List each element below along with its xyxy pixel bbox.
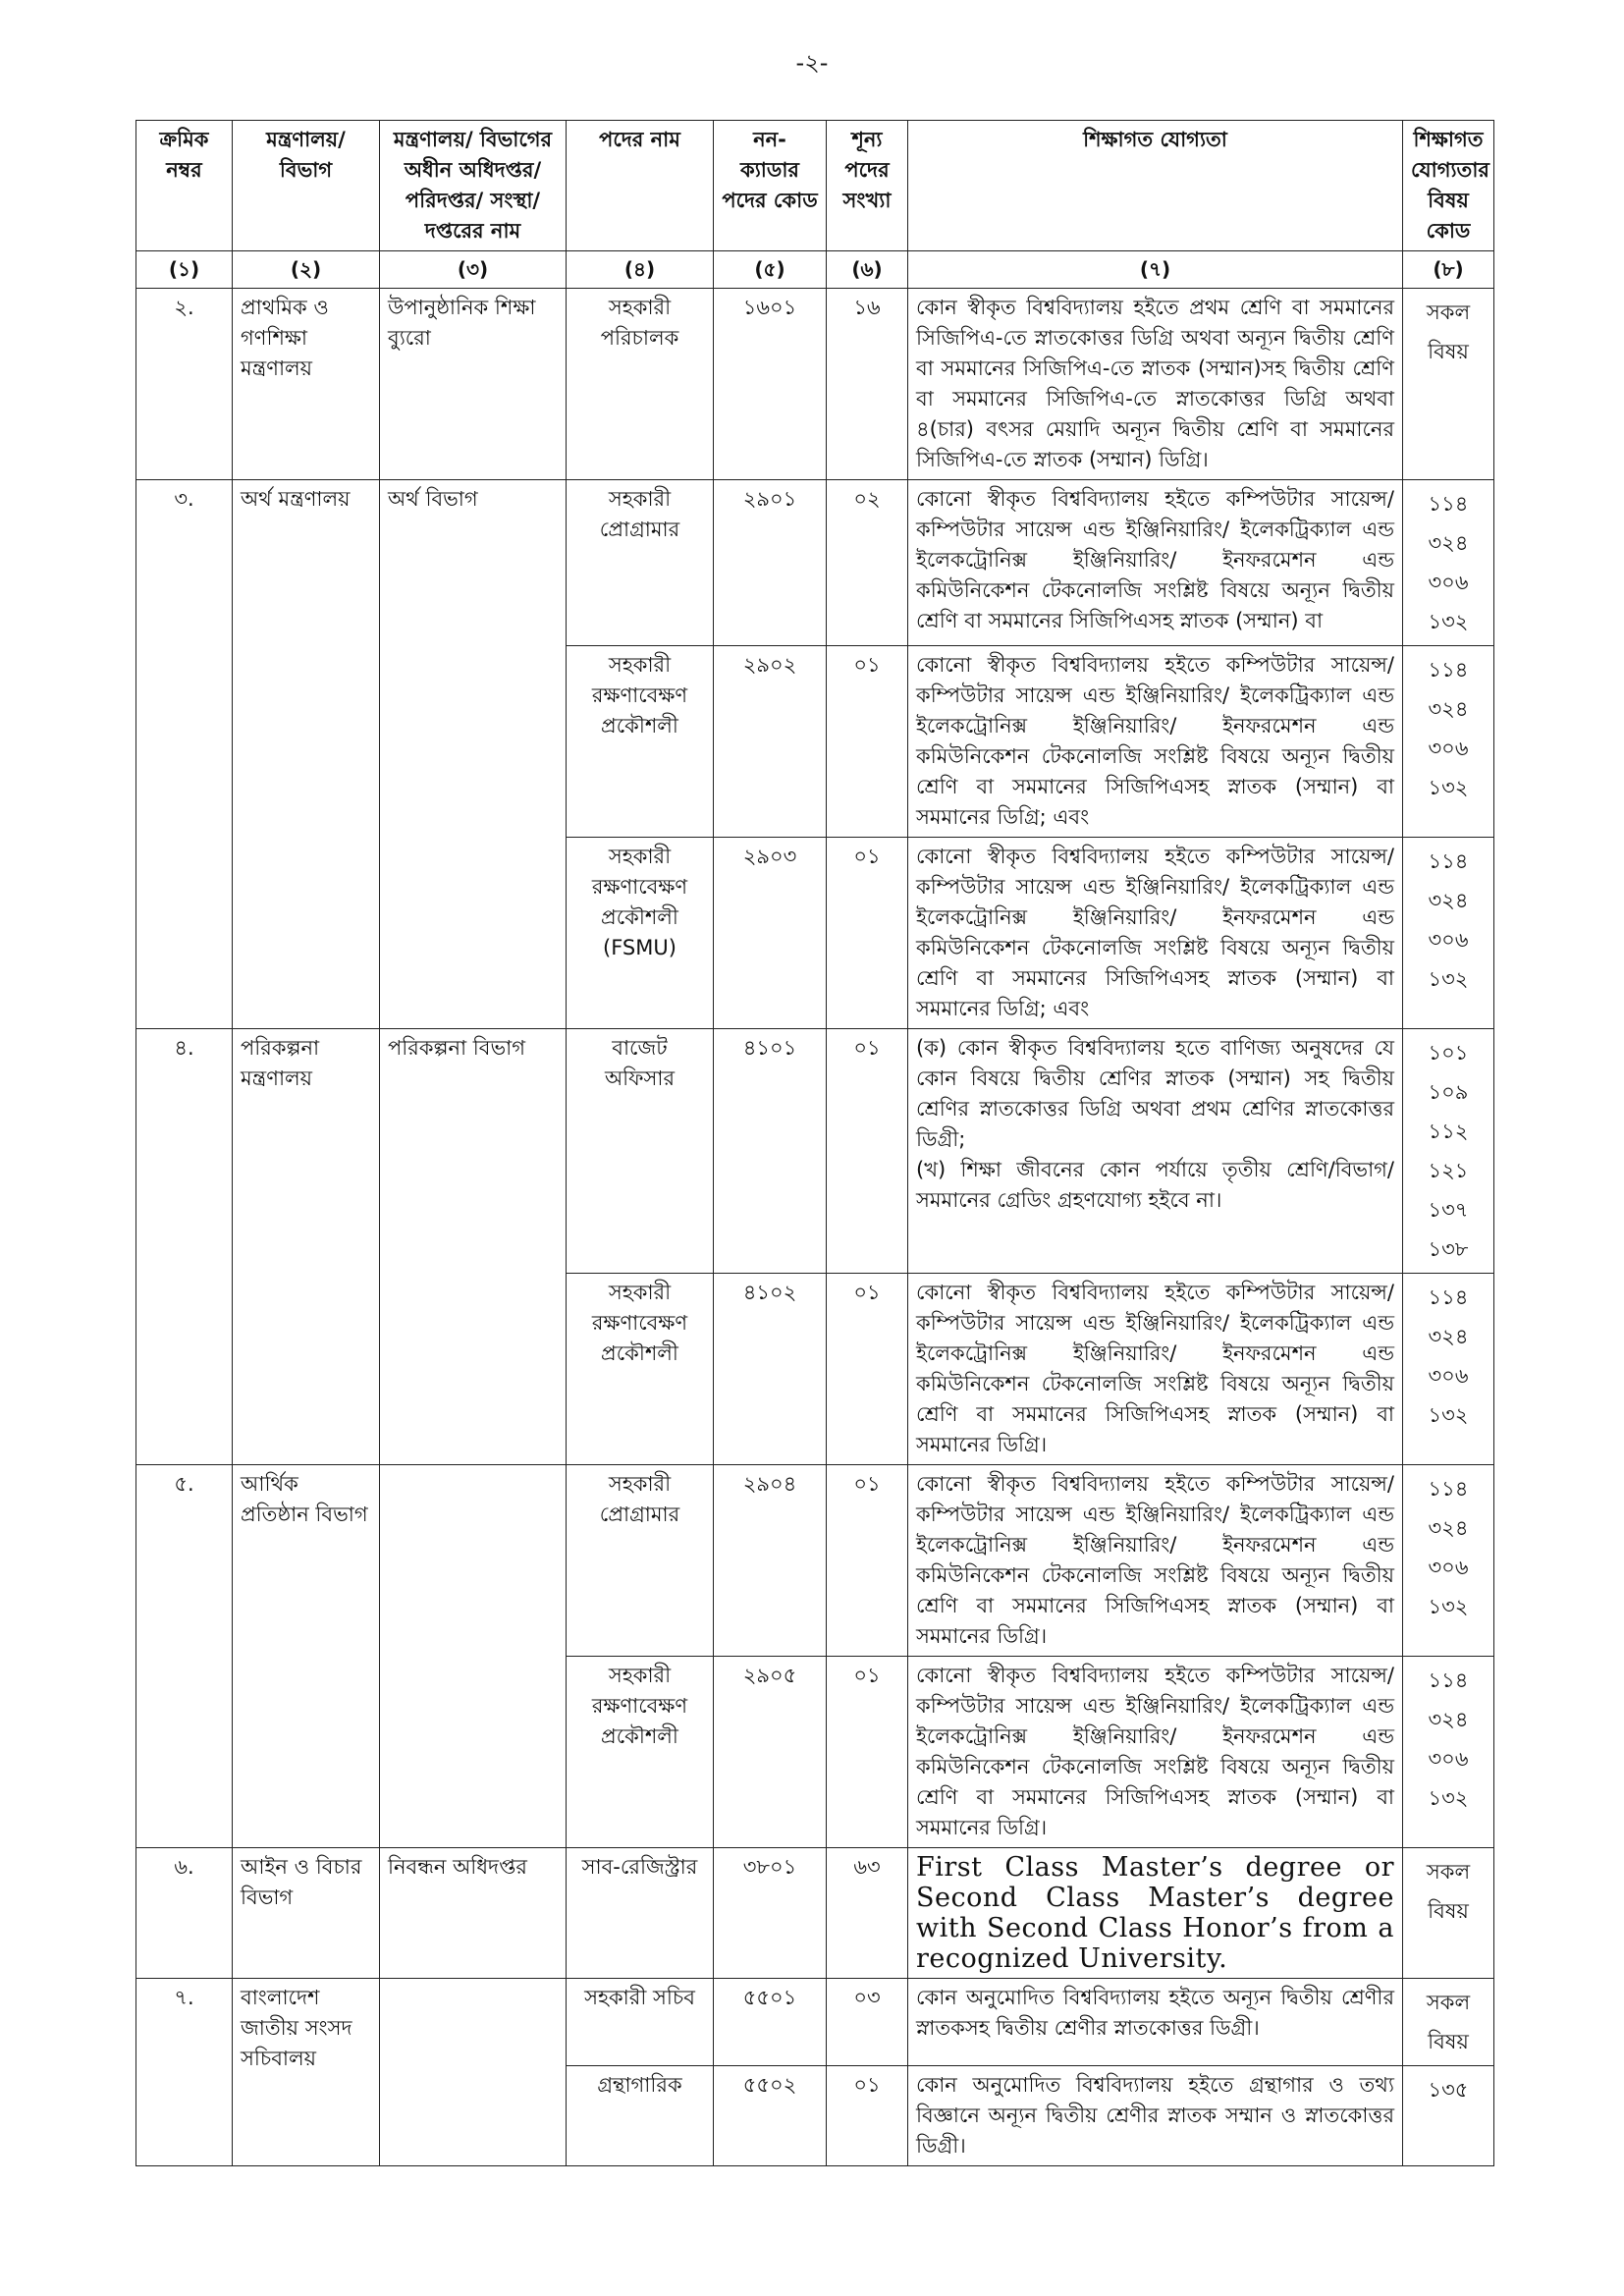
column-number: (৬) — [827, 251, 908, 289]
table-row — [136, 1029, 1494, 1274]
subject-code: ১৩২ — [1428, 1595, 1469, 1618]
subject-code: সকল — [1426, 301, 1471, 324]
code-cell: ২৯০৪ — [714, 1465, 827, 1657]
post-cell: সহকারী সচিব — [567, 1979, 714, 2066]
code-cell: ২৯০২ — [714, 646, 827, 838]
subject-code-cell — [1403, 1657, 1494, 1848]
qualification-cell — [908, 1029, 1403, 1274]
header-code: নন- ক্যাডার পদের কোড — [714, 121, 827, 251]
subject-code: ১৩২ — [1428, 776, 1469, 799]
code-cell: ৩৮০১ — [714, 1848, 827, 1979]
post-cell: সহকারী প্রোগ্রামার — [567, 480, 714, 646]
column-number: (১) — [136, 251, 233, 289]
subject-code: ৩০৬ — [1428, 1364, 1469, 1388]
subject-code-cell — [1403, 480, 1494, 646]
page-number: -২- — [795, 49, 829, 77]
subject-code: ১৩২ — [1428, 967, 1469, 991]
subject-code: ১১৪ — [1428, 492, 1469, 516]
subject-code-cell — [1403, 1465, 1494, 1657]
vacancy-cell: ১৬ — [827, 289, 908, 480]
code-cell: ৪১০২ — [714, 1274, 827, 1465]
column-number: (৭) — [908, 251, 1403, 289]
post-cell: সহকারী রক্ষণাবেক্ষণ প্রকৌশলী — [567, 646, 714, 838]
subject-code: ৩২৪ — [1428, 1708, 1469, 1731]
post-cell: সাব-রেজিস্ট্রার — [567, 1848, 714, 1979]
table-row — [136, 1848, 1494, 1979]
header-ministry: মন্ত্রণালয়/ বিভাগ — [233, 121, 380, 251]
serial-cell: ৪. — [136, 1029, 233, 1465]
post-cell: সহকারী রক্ষণাবেক্ষণ প্রকৌশলী (FSMU) — [567, 838, 714, 1029]
header-qualification: শিক্ষাগত যোগ্যতা — [908, 121, 1403, 251]
code-cell: ২৯০৩ — [714, 838, 827, 1029]
qualification-cell: কোনো স্বীকৃত বিশ্ববিদ্যালয় হইতে কম্পিউটার সায়েন্স/ কম্পিউটার সায়েন্স এন্ড ইঞ্জিনিয়ারিং/ ইলেকট্রিক্যাল এন্ড ইলেকট্রোনিক্স ইঞ্জিনিয়ারিং/ ইনফরমেশন এন্ড কমিউনিকেশন টেকনোলজি সংশ্লিষ্ট বিষয়ে অন্যূন দ্বিতীয় শ্রেণি বা সমমানের সিজিপিএসহ স্নাতক (সম্মান) বা — [908, 480, 1403, 646]
column-number: (৫) — [714, 251, 827, 289]
subject-code: বিষয় — [1428, 340, 1469, 363]
subject-code: ১১২ — [1428, 1120, 1469, 1143]
vacancy-table-container — [135, 120, 1493, 2166]
table-row — [136, 1979, 1494, 2066]
post-cell: সহকারী রক্ষণাবেক্ষণ প্রকৌশলী — [567, 1657, 714, 1848]
subject-code-cell — [1403, 1274, 1494, 1465]
post-cell: বাজেট অফিসার — [567, 1029, 714, 1274]
qualification-cell: First Class Master’s degree or Second Class Master’s degree with Second Class Honor’s from a recognized University. — [908, 1848, 1403, 1979]
ministry-cell: বাংলাদেশ জাতীয় সংসদ সচিবালয় — [233, 1979, 380, 2166]
qualification-cell: কোন স্বীকৃত বিশ্ববিদ্যালয় হইতে প্রথম শ্রেণি বা সমমানের সিজিপিএ-তে স্নাতকোত্তর ডিগ্রি অথবা অন্যূন দ্বিতীয় শ্রেণি বা সমমানের সিজিপিএ-তে স্নাতক (সম্মান)সহ দ্বিতীয় শ্রেণি বা সমমানের সিজিপিএ-তে স্নাতকোত্তর ডিগ্রি অথবা ৪(চার) বৎসর মেয়াদি অন্যূন দ্বিতীয় শ্রেণি বা সমমানের সিজিপিএ-তে স্নাতক (সম্মান) ডিগ্রি। — [908, 289, 1403, 480]
code-cell: ২৯০১ — [714, 480, 827, 646]
qualification-cell: কোনো স্বীকৃত বিশ্ববিদ্যালয় হইতে কম্পিউটার সায়েন্স/ কম্পিউটার সায়েন্স এন্ড ইঞ্জিনিয়ারিং/ ইলেকট্রিক্যাল এন্ড ইলেকট্রোনিক্স ইঞ্জিনিয়ারিং/ ইনফরমেশন এন্ড কমিউনিকেশন টেকনোলজি সংশ্লিষ্ট বিষয়ে অন্যূন দ্বিতীয় শ্রেণি বা সমমানের সিজিপিএসহ স্নাতক (সম্মান) বা সমমানের ডিগ্রি। — [908, 1657, 1403, 1848]
column-number: (৮) — [1403, 251, 1494, 289]
header-serial: ক্রমিক নম্বর — [136, 121, 233, 251]
column-number-row — [136, 251, 1494, 289]
ministry-cell: অর্থ মন্ত্রণালয় — [233, 480, 380, 1029]
subject-code: ১০৯ — [1428, 1080, 1469, 1104]
column-number: (৩) — [380, 251, 567, 289]
subject-code: ১৩৭ — [1428, 1198, 1469, 1222]
code-cell: ৫৫০২ — [714, 2066, 827, 2166]
qualification-cell: কোনো স্বীকৃত বিশ্ববিদ্যালয় হইতে কম্পিউটার সায়েন্স/ কম্পিউটার সায়েন্স এন্ড ইঞ্জিনিয়ারিং/ ইলেকট্রিক্যাল এন্ড ইলেকট্রোনিক্স ইঞ্জিনিয়ারিং/ ইনফরমেশন এন্ড কমিউনিকেশন টেকনোলজি সংশ্লিষ্ট বিষয়ে অন্যূন দ্বিতীয় শ্রেণি বা সমমানের সিজিপিএসহ স্নাতক (সম্মান) বা সমমানের ডিগ্রি; এবং — [908, 838, 1403, 1029]
subject-code-cell — [1403, 646, 1494, 838]
table-row — [136, 1465, 1494, 1657]
column-number: (২) — [233, 251, 380, 289]
post-cell: গ্রন্থাগারিক — [567, 2066, 714, 2166]
subject-code: ৩০৬ — [1428, 737, 1469, 760]
ministry-cell: আর্থিক প্রতিষ্ঠান বিভাগ — [233, 1465, 380, 1848]
post-cell: সহকারী রক্ষণাবেক্ষণ প্রকৌশলী — [567, 1274, 714, 1465]
code-cell: ৪১০১ — [714, 1029, 827, 1274]
vacancy-cell: ০২ — [827, 480, 908, 646]
subject-code: ১১৪ — [1428, 1285, 1469, 1309]
vacancy-cell: ০১ — [827, 1465, 908, 1657]
serial-cell: ৬. — [136, 1848, 233, 1979]
header-post: পদের নাম — [567, 121, 714, 251]
code-cell: ২৯০৫ — [714, 1657, 827, 1848]
vacancy-table — [135, 120, 1494, 2166]
qualification-cell: কোন অনুমোদিত বিশ্ববিদ্যালয় হইতে অন্যূন দ্বিতীয় শ্রেণীর স্নাতকসহ দ্বিতীয় শ্রেণীর স্নাতকোত্তর ডিগ্রী। — [908, 1979, 1403, 2066]
subject-code-cell — [1403, 1979, 1494, 2066]
subject-code: ৩২৪ — [1428, 1516, 1469, 1540]
vacancy-cell: ০১ — [827, 1274, 908, 1465]
serial-cell: ৩. — [136, 480, 233, 1029]
header-vacancy: শূন্য পদের সংখ্যা — [827, 121, 908, 251]
office-cell: উপানুষ্ঠানিক শিক্ষা ব্যুরো — [380, 289, 567, 480]
serial-cell: ৭. — [136, 1979, 233, 2166]
subject-code: ১২১ — [1428, 1159, 1469, 1182]
vacancy-cell: ০১ — [827, 646, 908, 838]
subject-code: ১৩২ — [1428, 1786, 1469, 1810]
code-cell: ১৬০১ — [714, 289, 827, 480]
office-cell: অর্থ বিভাগ — [380, 480, 567, 1029]
table-row — [136, 480, 1494, 646]
subject-code: ৩২৪ — [1428, 889, 1469, 912]
subject-code: সকল — [1426, 1860, 1471, 1884]
vacancy-cell: ০১ — [827, 1029, 908, 1274]
vacancy-cell: ০১ — [827, 1657, 908, 1848]
subject-code: ৩০৬ — [1428, 1556, 1469, 1579]
qualification-cell: কোনো স্বীকৃত বিশ্ববিদ্যালয় হইতে কম্পিউটার সায়েন্স/ কম্পিউটার সায়েন্স এন্ড ইঞ্জিনিয়ারিং/ ইলেকট্রিক্যাল এন্ড ইলেকট্রোনিক্স ইঞ্জিনিয়ারিং/ ইনফরমেশন এন্ড কমিউনিকেশন টেকনোলজি সংশ্লিষ্ট বিষয়ে অন্যূন দ্বিতীয় শ্রেণি বা সমমানের সিজিপিএসহ স্নাতক (সম্মান) বা সমমানের ডিগ্রি; এবং — [908, 646, 1403, 838]
subject-code: ১১৪ — [1428, 849, 1469, 873]
subject-code: বিষয় — [1428, 1899, 1469, 1923]
subject-code-cell — [1403, 289, 1494, 480]
header-subject-code: শিক্ষাগত যোগ্যতার বিষয় কোড — [1403, 121, 1494, 251]
column-number: (৪) — [567, 251, 714, 289]
subject-code: ১৩২ — [1428, 1403, 1469, 1427]
subject-code: ৩২৪ — [1428, 697, 1469, 721]
subject-code: ১১৪ — [1428, 658, 1469, 682]
ministry-cell: আইন ও বিচার বিভাগ — [233, 1848, 380, 1979]
subject-code: সকল — [1426, 1991, 1471, 2014]
office-cell: নিবন্ধন অধিদপ্তর — [380, 1848, 567, 1979]
vacancy-cell: ০১ — [827, 2066, 908, 2166]
subject-code: ৩০৬ — [1428, 928, 1469, 952]
qualification-part: (খ) শিক্ষা জীবনের কোন পর্যায়ে তৃতীয় শ্রেণি/বিভাগ/ সমমানের গ্রেডিং গ্রহণযোগ্য হইবে না। — [916, 1158, 1394, 1212]
header-row — [136, 121, 1494, 251]
subject-code: ১১৪ — [1428, 1668, 1469, 1692]
subject-code: বিষয় — [1428, 2030, 1469, 2053]
vacancy-cell: ০৩ — [827, 1979, 908, 2066]
code-cell: ৫৫০১ — [714, 1979, 827, 2066]
subject-code: ১১৪ — [1428, 1477, 1469, 1501]
table-row — [136, 289, 1494, 480]
subject-code: ৩০৬ — [1428, 1747, 1469, 1771]
ministry-cell: পরিকল্পনা মন্ত্রণালয় — [233, 1029, 380, 1465]
subject-code: ১৩৫ — [1428, 2078, 1469, 2102]
office-cell — [380, 1465, 567, 1848]
subject-code: ৩০৬ — [1428, 571, 1469, 594]
post-cell: সহকারী পরিচালক — [567, 289, 714, 480]
subject-code-cell — [1403, 838, 1494, 1029]
subject-code-cell — [1403, 2066, 1494, 2166]
office-cell: পরিকল্পনা বিভাগ — [380, 1029, 567, 1465]
office-cell — [380, 1979, 567, 2166]
qualification-part: (ক) কোন স্বীকৃত বিশ্ববিদ্যালয় হতে বাণিজ্য অনুষদের যে কোন বিষয়ে দ্বিতীয় শ্রেণির স্নাতক (সম্মান) সহ দ্বিতীয় শ্রেণির স্নাতকোত্তর ডিগ্রি অথবা প্রথম শ্রেণির স্নাতকোত্তর ডিগ্রী; — [916, 1036, 1394, 1151]
vacancy-cell: ০১ — [827, 838, 908, 1029]
subject-code: ১৩৮ — [1428, 1237, 1469, 1261]
post-cell: সহকারী প্রোগ্রামার — [567, 1465, 714, 1657]
qualification-cell: কোন অনুমোদিত বিশ্ববিদ্যালয় হইতে গ্রন্থাগার ও তথ্য বিজ্ঞানে অন্যূন দ্বিতীয় শ্রেণীর স্নাতক সম্মান ও স্নাতকোত্তর ডিগ্রী। — [908, 2066, 1403, 2166]
subject-code-cell — [1403, 1848, 1494, 1979]
serial-cell: ২. — [136, 289, 233, 480]
header-office: মন্ত্রণালয়/ বিভাগের অধীন অধিদপ্তর/ পরিদপ্তর/ সংস্থা/ দপ্তরের নাম — [380, 121, 567, 251]
qualification-cell: কোনো স্বীকৃত বিশ্ববিদ্যালয় হইতে কম্পিউটার সায়েন্স/ কম্পিউটার সায়েন্স এন্ড ইঞ্জিনিয়ারিং/ ইলেকট্রিক্যাল এন্ড ইলেকট্রোনিক্স ইঞ্জিনিয়ারিং/ ইনফরমেশন এন্ড কমিউনিকেশন টেকনোলজি সংশ্লিষ্ট বিষয়ে অন্যূন দ্বিতীয় শ্রেণি বা সমমানের সিজিপিএসহ স্নাতক (সম্মান) বা সমমানের ডিগ্রি। — [908, 1274, 1403, 1465]
ministry-cell: প্রাথমিক ও গণশিক্ষা মন্ত্রণালয় — [233, 289, 380, 480]
serial-cell: ৫. — [136, 1465, 233, 1848]
subject-code: ১০১ — [1428, 1041, 1469, 1065]
qualification-cell: কোনো স্বীকৃত বিশ্ববিদ্যালয় হইতে কম্পিউটার সায়েন্স/ কম্পিউটার সায়েন্স এন্ড ইঞ্জিনিয়ারিং/ ইলেকট্রিক্যাল এন্ড ইলেকট্রোনিক্স ইঞ্জিনিয়ারিং/ ইনফরমেশন এন্ড কমিউনিকেশন টেকনোলজি সংশ্লিষ্ট বিষয়ে অন্যূন দ্বিতীয় শ্রেণি বা সমমানের সিজিপিএসহ স্নাতক (সম্মান) বা সমমানের ডিগ্রি। — [908, 1465, 1403, 1657]
vacancy-cell: ৬৩ — [827, 1848, 908, 1979]
subject-code: ১৩২ — [1428, 610, 1469, 633]
subject-code: ৩২৪ — [1428, 531, 1469, 555]
subject-code: ৩২৪ — [1428, 1325, 1469, 1348]
subject-code-cell — [1403, 1029, 1494, 1274]
